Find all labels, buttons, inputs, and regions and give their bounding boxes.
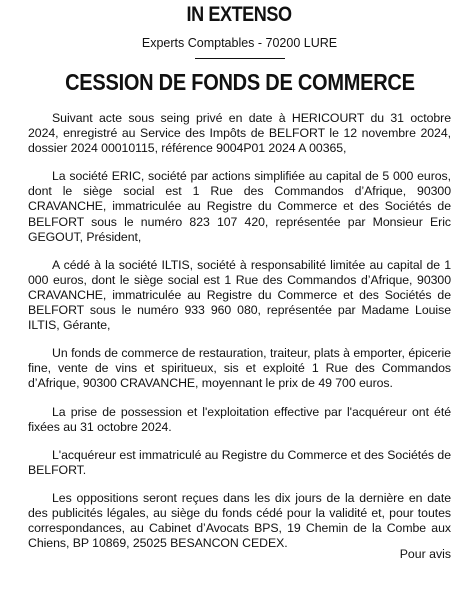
paragraph-seller: La société ERIC, société par actions simplifiée au capital de 5 000 euros, dont le siège social est 1 Rue des Commandos d’Afrique, 90300 CRAVANCHE, immatriculée au Registre du Commerce et des Sociétés de BELFORT sous le numéro 823 107 420, représentée par Monsieur Eric GEGOUT, Président, xyxy=(28,169,451,244)
masthead xyxy=(28,3,451,59)
notice-title: CESSION DE FONDS DE COMMERCE xyxy=(64,69,415,95)
paragraph-possession: La prise de possession et l'exploitation effective par l'acquéreur ont été fixées au 31 octobre 2024. xyxy=(28,404,451,434)
paragraph-deed: Suivant acte sous seing privé en date à HERICOURT du 31 octobre 2024, enregistré au Service des Impôts de BELFORT le 12 novembre 2024, dossier 2024 00010115, référence 9004P01 2024 A 00365, xyxy=(28,111,451,156)
paragraph-buyer: A cédé à la société ILTIS, société à responsabilité limitée au capital de 1 000 euros, dont le siège social est 1 Rue des Commandos d’Afrique, 90300 CRAVANCHE, immatriculée au Registre du Commerce et des Sociétés de BELFORT sous le numéro 933 960 080, représentée par Madame Louise ILTIS, Gérante, xyxy=(28,257,451,333)
paragraph-registration: L'acquéreur est immatriculé au Registre du Commerce et des Sociétés de BELFORT. xyxy=(28,447,451,477)
separator-rule xyxy=(195,58,285,59)
paragraph-oppositions: Les oppositions seront reçues dans les dix jours de la dernière en date des publicités légales, au siège du fonds cédé pour la validité et, pour toutes correspondances, au Cabinet d’Avocats BPS, 19 Chemin de la Combe aux Chiens, BP 10869, 25025 BESANCON CEDEX. xyxy=(28,490,451,551)
headline-container xyxy=(28,69,451,95)
firm-name: IN EXTENSO xyxy=(186,3,293,26)
signoff: Pour avis xyxy=(399,547,451,561)
firm-tagline: Experts Comptables - 70200 LURE xyxy=(141,36,338,50)
notice-body xyxy=(28,111,451,551)
paragraph-business: Un fonds de commerce de restauration, traiteur, plats à emporter, épicerie fine, vente de vins et spiritueux, sis et exploité 1 Rue des Commandos d’Afrique, 90300 CRAVANCHE, moyennant le prix de 49 700 euros. xyxy=(28,346,451,391)
